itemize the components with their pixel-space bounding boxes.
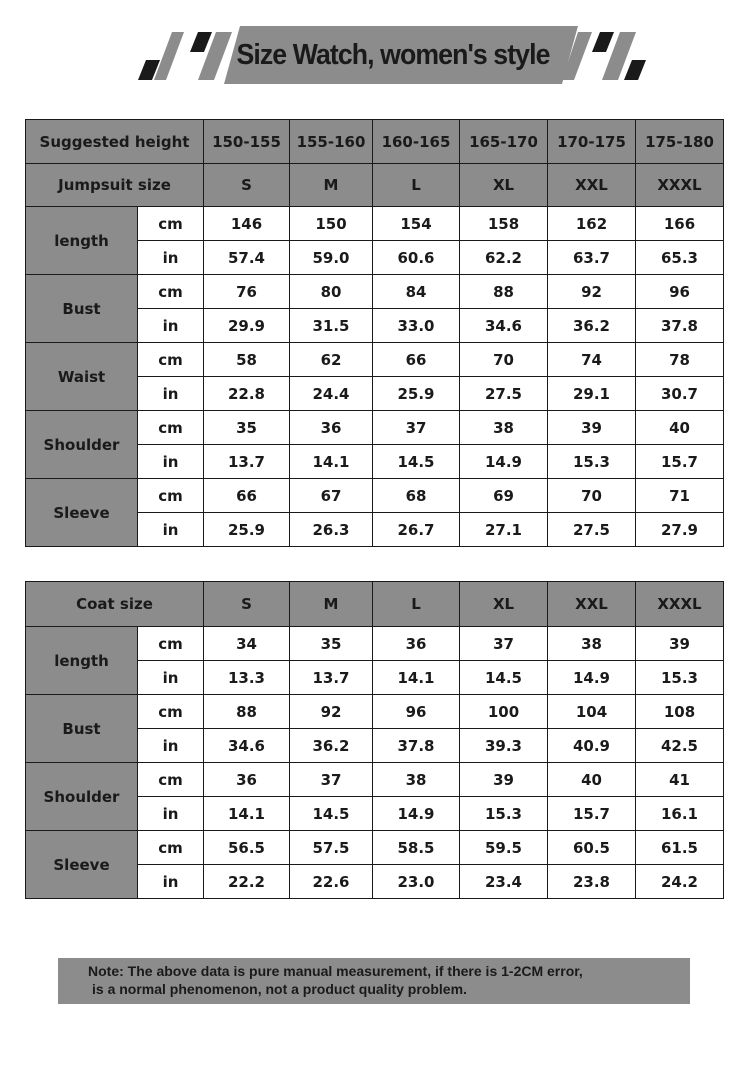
size-header: XXL xyxy=(548,164,636,207)
unit-label: cm xyxy=(138,479,204,513)
table-cell: 35 xyxy=(204,411,290,445)
height-row xyxy=(26,120,724,164)
table-cell: 40 xyxy=(548,763,636,797)
table-cell: 92 xyxy=(548,275,636,309)
height-range: 175-180 xyxy=(636,120,724,164)
table-cell: 37 xyxy=(373,411,460,445)
table-row xyxy=(26,343,724,377)
table-cell: 34 xyxy=(204,627,290,661)
table-cell: 15.3 xyxy=(636,661,724,695)
jumpsuit-size-table xyxy=(25,119,724,547)
table-cell: 166 xyxy=(636,207,724,241)
table-cell: 25.9 xyxy=(204,513,290,547)
measurement-label: Shoulder xyxy=(26,411,138,479)
table-cell: 23.4 xyxy=(460,865,548,899)
table-cell: 41 xyxy=(636,763,724,797)
size-header: S xyxy=(204,582,290,627)
table-cell: 22.8 xyxy=(204,377,290,411)
table-cell: 13.7 xyxy=(204,445,290,479)
table-cell: 13.7 xyxy=(290,661,373,695)
measurement-label: Bust xyxy=(26,695,138,763)
table-cell: 37.8 xyxy=(636,309,724,343)
height-label: Suggested height xyxy=(26,120,204,164)
table-row xyxy=(26,763,724,797)
table-row xyxy=(26,411,724,445)
table-cell: 15.7 xyxy=(636,445,724,479)
table-row xyxy=(26,627,724,661)
table-cell: 70 xyxy=(548,479,636,513)
table-cell: 14.1 xyxy=(373,661,460,695)
table-cell: 36 xyxy=(290,411,373,445)
table-cell: 66 xyxy=(373,343,460,377)
unit-label: in xyxy=(138,241,204,275)
table-cell: 63.7 xyxy=(548,241,636,275)
title-banner xyxy=(0,0,750,100)
table-cell: 88 xyxy=(204,695,290,729)
height-range: 155-160 xyxy=(290,120,373,164)
unit-label: in xyxy=(138,513,204,547)
table-cell: 38 xyxy=(548,627,636,661)
table-cell: 26.3 xyxy=(290,513,373,547)
size-header: S xyxy=(204,164,290,207)
table-cell: 26.7 xyxy=(373,513,460,547)
table-cell: 150 xyxy=(290,207,373,241)
table-cell: 27.9 xyxy=(636,513,724,547)
table-cell: 14.5 xyxy=(460,661,548,695)
table-cell: 146 xyxy=(204,207,290,241)
table-cell: 96 xyxy=(636,275,724,309)
table-cell: 40 xyxy=(636,411,724,445)
table-cell: 33.0 xyxy=(373,309,460,343)
table-cell: 15.3 xyxy=(460,797,548,831)
table-cell: 66 xyxy=(204,479,290,513)
table-cell: 15.7 xyxy=(548,797,636,831)
table-cell: 14.1 xyxy=(204,797,290,831)
table-cell: 39.3 xyxy=(460,729,548,763)
table-cell: 59.0 xyxy=(290,241,373,275)
table-cell: 108 xyxy=(636,695,724,729)
table-cell: 13.3 xyxy=(204,661,290,695)
measurement-label: Sleeve xyxy=(26,831,138,899)
unit-label: cm xyxy=(138,627,204,661)
measurement-label: Sleeve xyxy=(26,479,138,547)
table-cell: 158 xyxy=(460,207,548,241)
measurement-label: length xyxy=(26,627,138,695)
table-cell: 100 xyxy=(460,695,548,729)
measurement-label: Bust xyxy=(26,275,138,343)
table-cell: 14.5 xyxy=(373,445,460,479)
table-cell: 162 xyxy=(548,207,636,241)
table-cell: 16.1 xyxy=(636,797,724,831)
table-row xyxy=(26,479,724,513)
table-cell: 29.1 xyxy=(548,377,636,411)
size-header: M xyxy=(290,582,373,627)
note-line-1: Note: The above data is pure manual measurement, if there is 1-2CM error, xyxy=(88,963,583,979)
size-header: XXXL xyxy=(636,582,724,627)
size-header: XL xyxy=(460,582,548,627)
height-range: 160-165 xyxy=(373,120,460,164)
size-label: Jumpsuit size xyxy=(26,164,204,207)
table-row xyxy=(26,831,724,865)
table-cell: 36 xyxy=(373,627,460,661)
table-cell: 23.0 xyxy=(373,865,460,899)
table-cell: 38 xyxy=(373,763,460,797)
table-cell: 14.9 xyxy=(373,797,460,831)
page-title: Size Watch, women's style xyxy=(236,38,550,71)
table-row xyxy=(26,207,724,241)
unit-label: in xyxy=(138,797,204,831)
table-row xyxy=(26,275,724,309)
size-row xyxy=(26,164,724,207)
table-cell: 84 xyxy=(373,275,460,309)
table-cell: 14.9 xyxy=(548,661,636,695)
table-cell: 35 xyxy=(290,627,373,661)
table-cell: 62 xyxy=(290,343,373,377)
table-cell: 22.6 xyxy=(290,865,373,899)
table-cell: 154 xyxy=(373,207,460,241)
unit-label: cm xyxy=(138,831,204,865)
size-header: XL xyxy=(460,164,548,207)
table-cell: 30.7 xyxy=(636,377,724,411)
table-cell: 37 xyxy=(290,763,373,797)
table-cell: 24.4 xyxy=(290,377,373,411)
table-cell: 74 xyxy=(548,343,636,377)
table-cell: 39 xyxy=(460,763,548,797)
table-cell: 57.4 xyxy=(204,241,290,275)
unit-label: in xyxy=(138,865,204,899)
table-cell: 65.3 xyxy=(636,241,724,275)
measurement-label: length xyxy=(26,207,138,275)
table-cell: 36.2 xyxy=(548,309,636,343)
table-cell: 76 xyxy=(204,275,290,309)
table-cell: 42.5 xyxy=(636,729,724,763)
table-cell: 23.8 xyxy=(548,865,636,899)
table-cell: 27.5 xyxy=(460,377,548,411)
table-cell: 58.5 xyxy=(373,831,460,865)
size-header: L xyxy=(373,164,460,207)
measurement-label: Shoulder xyxy=(26,763,138,831)
table-cell: 27.1 xyxy=(460,513,548,547)
unit-label: in xyxy=(138,309,204,343)
unit-label: in xyxy=(138,729,204,763)
unit-label: cm xyxy=(138,695,204,729)
table-cell: 15.3 xyxy=(548,445,636,479)
table-cell: 22.2 xyxy=(204,865,290,899)
table-cell: 39 xyxy=(548,411,636,445)
height-range: 150-155 xyxy=(204,120,290,164)
table-cell: 78 xyxy=(636,343,724,377)
table-cell: 29.9 xyxy=(204,309,290,343)
unit-label: cm xyxy=(138,343,204,377)
table-cell: 88 xyxy=(460,275,548,309)
unit-label: cm xyxy=(138,207,204,241)
table-cell: 60.6 xyxy=(373,241,460,275)
size-header: L xyxy=(373,582,460,627)
unit-label: cm xyxy=(138,763,204,797)
measurement-label: Waist xyxy=(26,343,138,411)
table-cell: 25.9 xyxy=(373,377,460,411)
unit-label: in xyxy=(138,377,204,411)
table-cell: 104 xyxy=(548,695,636,729)
size-header: M xyxy=(290,164,373,207)
table-cell: 59.5 xyxy=(460,831,548,865)
unit-label: cm xyxy=(138,411,204,445)
table-cell: 57.5 xyxy=(290,831,373,865)
table-cell: 37 xyxy=(460,627,548,661)
table-cell: 68 xyxy=(373,479,460,513)
unit-label: cm xyxy=(138,275,204,309)
table-row xyxy=(26,695,724,729)
table-cell: 36 xyxy=(204,763,290,797)
table-cell: 24.2 xyxy=(636,865,724,899)
table-cell: 14.9 xyxy=(460,445,548,479)
table-cell: 69 xyxy=(460,479,548,513)
table-cell: 58 xyxy=(204,343,290,377)
size-label: Coat size xyxy=(26,582,204,627)
table-cell: 34.6 xyxy=(460,309,548,343)
table-cell: 14.5 xyxy=(290,797,373,831)
table-cell: 34.6 xyxy=(204,729,290,763)
unit-label: in xyxy=(138,661,204,695)
height-range: 165-170 xyxy=(460,120,548,164)
table-cell: 31.5 xyxy=(290,309,373,343)
table-cell: 37.8 xyxy=(373,729,460,763)
table-cell: 39 xyxy=(636,627,724,661)
table-cell: 61.5 xyxy=(636,831,724,865)
table-cell: 36.2 xyxy=(290,729,373,763)
table-cell: 70 xyxy=(460,343,548,377)
note-line-2: is a normal phenomenon, not a product quality problem. xyxy=(92,981,467,997)
table-cell: 27.5 xyxy=(548,513,636,547)
size-header: XXL xyxy=(548,582,636,627)
table-cell: 62.2 xyxy=(460,241,548,275)
unit-label: in xyxy=(138,445,204,479)
table-cell: 56.5 xyxy=(204,831,290,865)
table-cell: 71 xyxy=(636,479,724,513)
table-cell: 14.1 xyxy=(290,445,373,479)
coat-size-table xyxy=(25,581,724,899)
measurement-note xyxy=(58,958,690,1004)
table-cell: 60.5 xyxy=(548,831,636,865)
table-cell: 67 xyxy=(290,479,373,513)
table-cell: 38 xyxy=(460,411,548,445)
height-range: 170-175 xyxy=(548,120,636,164)
size-row xyxy=(26,582,724,627)
table-cell: 92 xyxy=(290,695,373,729)
size-header: XXXL xyxy=(636,164,724,207)
table-cell: 80 xyxy=(290,275,373,309)
table-cell: 96 xyxy=(373,695,460,729)
table-cell: 40.9 xyxy=(548,729,636,763)
